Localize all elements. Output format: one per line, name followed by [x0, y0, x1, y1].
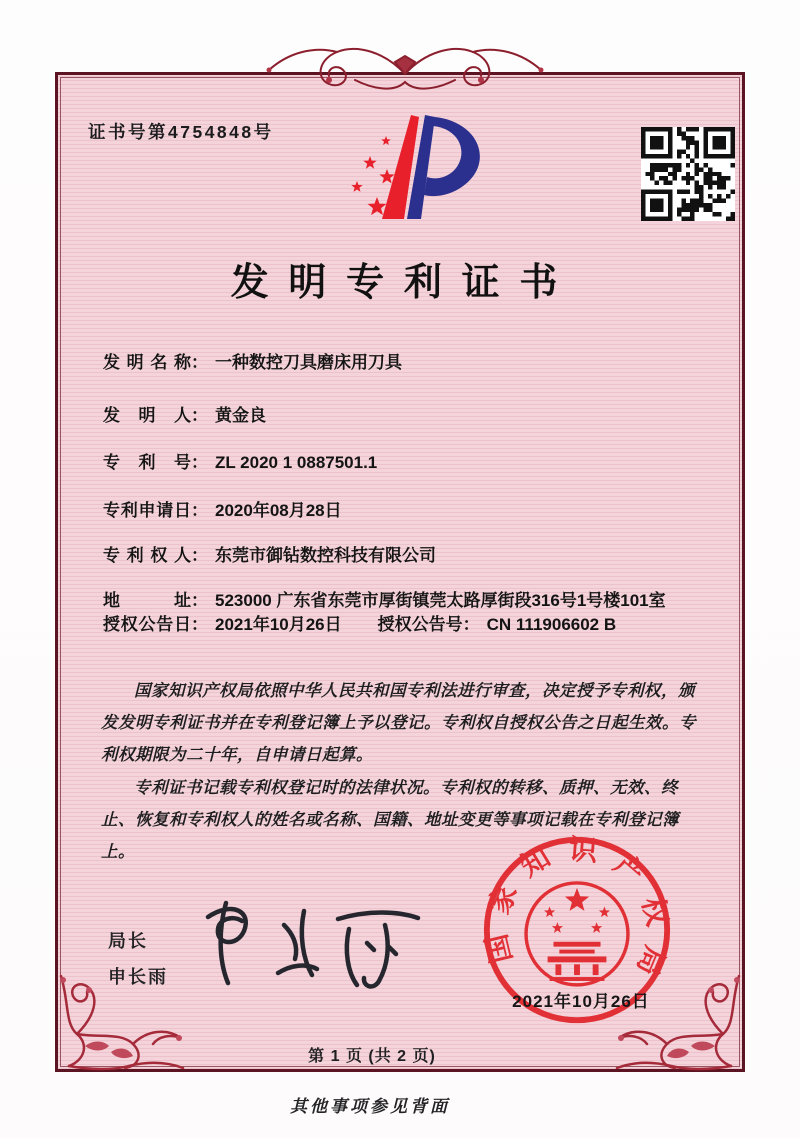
footer-note: 其他事项参见背面 — [290, 1097, 450, 1117]
field-label: 授权公告日 — [103, 615, 191, 634]
field-colon: ： — [191, 501, 208, 520]
certificate-frame — [55, 72, 745, 1072]
corner-flourish-left-icon — [55, 972, 190, 1072]
field-label: 发明人 — [103, 406, 191, 425]
field-label: 地址 — [103, 591, 191, 610]
field-pair-grant-number — [378, 613, 617, 637]
national-emblem-icon — [526, 883, 628, 985]
field-value: 一种数控刀具磨床用刀具 — [215, 353, 402, 372]
field-row-patentee — [103, 544, 723, 568]
field-value: CN 111906602 B — [486, 615, 617, 634]
field-row-inventor — [103, 404, 723, 428]
legal-paragraph-2: 专利证书记载专利权登记时的法律状况。专利权的转移、质押、无效、终止、恢复和专利权人的姓名或名称、国籍、地址变更等事项记载在专利登记簿上。 — [101, 777, 679, 861]
commissioner-name: 申长雨 — [108, 967, 168, 987]
field-colon: ： — [191, 353, 208, 372]
field-colon: ： — [191, 546, 208, 565]
field-value: 2020年08月28日 — [215, 501, 342, 520]
certificate-number: 证书号第4754848号 — [88, 122, 274, 142]
commissioner-title: 局长 — [108, 931, 148, 951]
field-colon: ： — [462, 615, 480, 634]
legal-paragraph-1: 国家知识产权局依照中华人民共和国专利法进行审查，决定授予专利权，颁发发明专利证书并在专利登记簿上予以登记。专利权自授权公告之日起生效。专利权期限为二十年，自申请日起算。 — [101, 681, 696, 765]
field-colon: ： — [191, 453, 208, 472]
field-colon: ： — [191, 406, 208, 425]
field-value: 2021年10月26日 — [215, 615, 342, 634]
field-row-invention-name — [103, 351, 723, 375]
field-colon: ： — [191, 615, 208, 634]
field-value: ZL 2020 1 0887501.1 — [215, 453, 378, 472]
field-row-address — [103, 589, 723, 613]
page-number: 第 1 页 (共 2 页) — [308, 1048, 436, 1065]
field-row-patent-number — [103, 451, 723, 475]
field-label: 授权公告号 — [377, 615, 463, 634]
top-border-flourish — [245, 36, 565, 96]
qr-code-icon — [641, 127, 735, 221]
field-list — [103, 351, 723, 637]
seal-text: 国家知识产权局 — [481, 834, 673, 980]
cnipa-logo-icon — [340, 105, 490, 235]
certificate-title: 发明专利证书 — [230, 262, 578, 304]
field-label: 专利权人 — [103, 546, 191, 565]
field-colon: ： — [191, 591, 208, 610]
field-row-grant — [103, 613, 723, 637]
signature-icon — [186, 883, 446, 1003]
field-label: 发明名称 — [103, 353, 191, 372]
field-value: 东莞市御钻数控科技有限公司 — [215, 546, 436, 565]
field-value: 黄金良 — [215, 406, 266, 425]
field-row-filing-date — [103, 499, 723, 523]
field-label: 专利申请日 — [103, 501, 191, 520]
field-value: 523000 广东省东莞市厚街镇莞太路厚街段316号1号楼101室 — [215, 591, 666, 610]
seal-date: 2021年10月26日 — [512, 992, 650, 1011]
field-label: 专利号 — [103, 453, 191, 472]
